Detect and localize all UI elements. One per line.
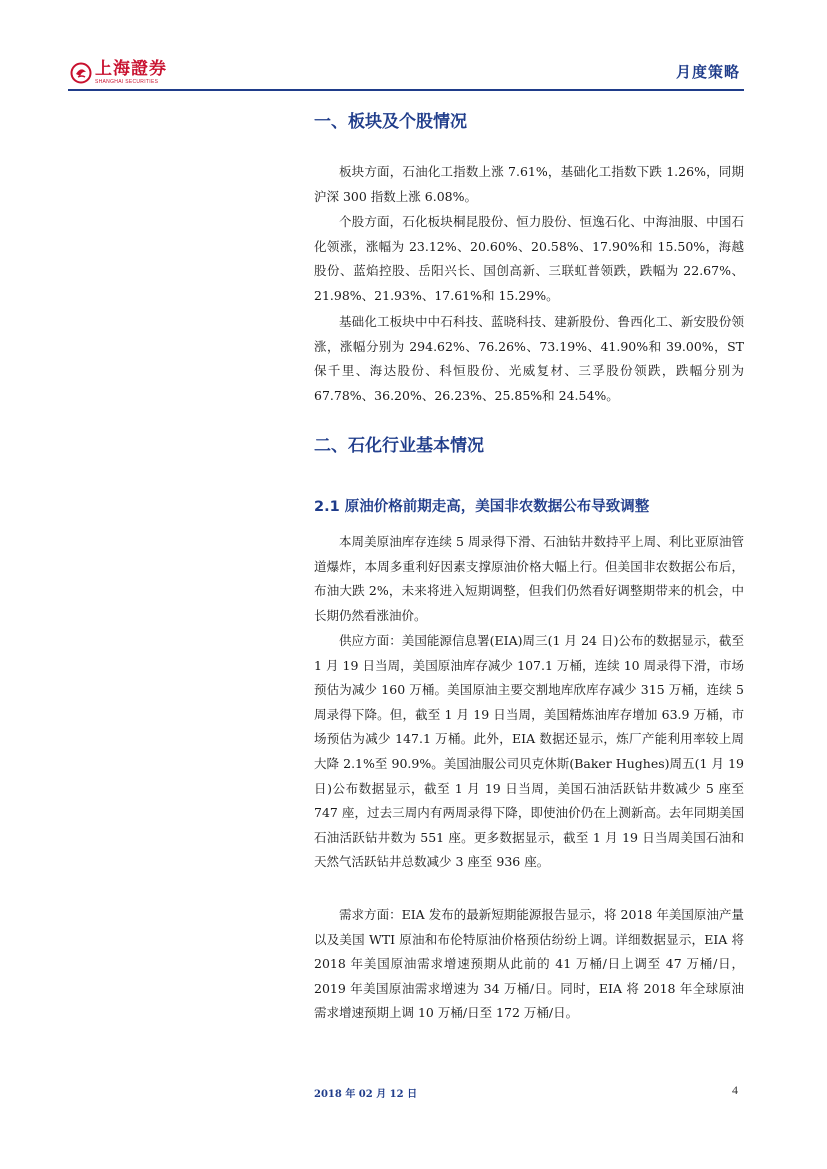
- section-2-paragraph-3: 需求方面：EIA 发布的最新短期能源报告显示，将 2018 年美国原油产量以及美国 WTI 原油和布伦特原油价格预估纷纷上调。详细数据显示，EIA 将 2018 年美国原油需求增速预期从此前的 41 万桶/日上调至 47 万桶/日，2019 年美国原油需求增速为 34 万桶/日。同时，EIA 将 2018 年全球原油需求增速预期上调 10 万桶/日至 172 万桶/日。: [314, 907, 744, 1021]
- logo-name-en: SHANGHAI SECURITIES: [95, 79, 159, 85]
- page-number: 4: [732, 1083, 738, 1097]
- section-2-paragraph-1: 本周美原油库存连续 5 周录得下滑、石油钻井数持平上周、利比亚原油管道爆炸，本周多重利好因素支撑原油价格大幅上行。但美国非农数据公布后，布油大跌 2%，未来将进入短期调整，但我们仍然看好调整期带来的机会，中长期仍然看涨油价。: [314, 534, 744, 623]
- subsection-2-1-title: 2.1 原油价格前期走高，美国非农数据公布导致调整: [314, 499, 650, 515]
- section-2-paragraph-2: 供应方面：美国能源信息署(EIA)周三(1 月 24 日)公布的数据显示，截至 1 月 19 日当周，美国原油库存减少 107.1 万桶，连续 10 周录得下滑，市场预估为减少 160 万桶。美国原油主要交割地库欣库存减少 315 万桶，连续 5 周录得下降。但，截至 1 月 19 日当周，美国精炼油库存增加 63.9 万桶，市场预估为减少 147.1 万桶。此外，EIA 数据还显示，炼厂产能利用率较上周大降 2.1%至 90.9%。美国油服公司贝克休斯(Baker Hughes)周五(1 月 19 日)公布数据显示，截至 1 月 19 日当周，美国石油活跃钻井数减少 5 座至 747 座，过去三周内有两周录得下降，即使油价仍在上测新高。去年同期美国石油活跃钻井数为 551 座。更多数据显示，截至 1 月 19 日当周美国石油和天然气活跃钻井总数减少 3 座至 936 座。: [314, 633, 744, 870]
- section-2-title: 二、石化行业基本情况: [314, 436, 484, 456]
- section-1-paragraph-3: 基础化工板块中中石科技、蓝晓科技、建新股份、鲁西化工、新安股份领涨，涨幅分别为 294.62%、76.26%、73.19%、41.90%和 39.00%，ST 保千里、海达股份、科恒股份、光威复材、三孚股份领跌，跌幅分别为 67.78%、36.20%、26.23%、25.85%和 24.54%。: [314, 314, 744, 403]
- logo-emblem-icon: [70, 62, 92, 84]
- company-logo: [70, 58, 167, 88]
- page-footer: [314, 1085, 744, 1105]
- report-date: 2018 年 02 月 12 日: [314, 1089, 418, 1100]
- header-divider: [68, 89, 744, 91]
- page-header: [70, 58, 744, 88]
- section-1-paragraph-1: 板块方面，石油化工指数上涨 7.61%，基础化工指数下跌 1.26%，同期沪深 300 指数上涨 6.08%。: [314, 164, 744, 204]
- section-1-paragraph-2: 个股方面，石化板块桐昆股份、恒力股份、恒逸石化、中海油服、中国石化领涨，涨幅为 23.12%、20.60%、20.58%、17.90%和 15.50%，海越股份、蓝焰控股、岳阳兴长、国创高新、三联虹普领跌，跌幅为 22.67%、21.98%、21.93%、17.61%和 15.29%。: [314, 214, 744, 303]
- report-type-label: 月度策略: [675, 63, 740, 81]
- logo-name-cn: 上海證券: [95, 59, 167, 79]
- section-1-title: 一、板块及个股情况: [314, 112, 467, 132]
